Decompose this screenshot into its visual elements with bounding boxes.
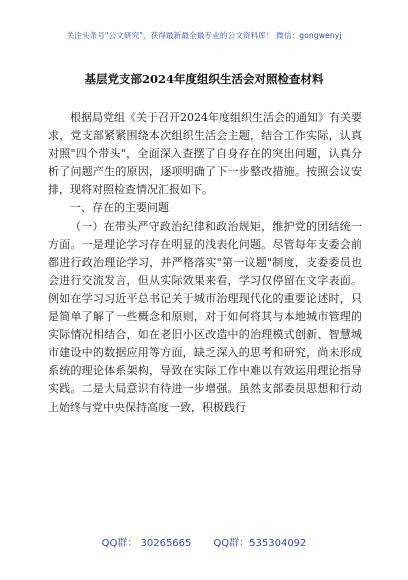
document-body [48, 109, 362, 417]
intro-paragraph: 根据局党组《关于召开2024年度组织生活会的通知》有关要求，党支部紧紧围绕本次组织生活会主题，结合工作实际，认真对照"四个带头"，全面深入查摆了自身存在的突出问题，认真分析了问题产生的原因，逐项明确了下一步整改措施。按照会议安排，现将对照检查情况汇报如下。 [48, 111, 362, 197]
footer [0, 534, 408, 549]
footer-qq-group-2: QQ群：535304092 [213, 538, 307, 549]
footer-qq-group-1: QQ群： 30265665 [101, 538, 192, 549]
header-banner: 关注头条号"公文研究"，获得最新最全最专业的公文资料库！ 微信：gongwenyj [66, 31, 342, 40]
section-heading: 一、存在的主要问题 [70, 201, 169, 215]
section-paragraph: （一）在带头严守政治纪律和政治规矩，维护党的团结统一方面。一是理论学习存在明显的浅表化问题。尽管每年支委会前都进行政治理论学习，并严格落实"第一议题"制度，支委委员也会进行交流发言，但从实际效果来看，学习仅停留在文字表面。例如在学习习近平总书记关于城市治理现代化的重要论述时，只是简单了解了一些概念和原则，对于如何将其与本地城市管理的实际情况相结合，如在老旧小区改造中的治理模式创新、智慧城市建设中的数据应用等方面，缺乏深入的思考和研究，尚未形成系统的理论体系架构，导致在实际工作中难以有效运用理论指导实践。二是大局意识有待进一步增强。虽然支部委员思想和行动上始终与党中央保持高度一致，积极践行 [48, 219, 362, 414]
document-title: 基层党支部2024年度组织生活会对照检查材料 [84, 72, 324, 86]
